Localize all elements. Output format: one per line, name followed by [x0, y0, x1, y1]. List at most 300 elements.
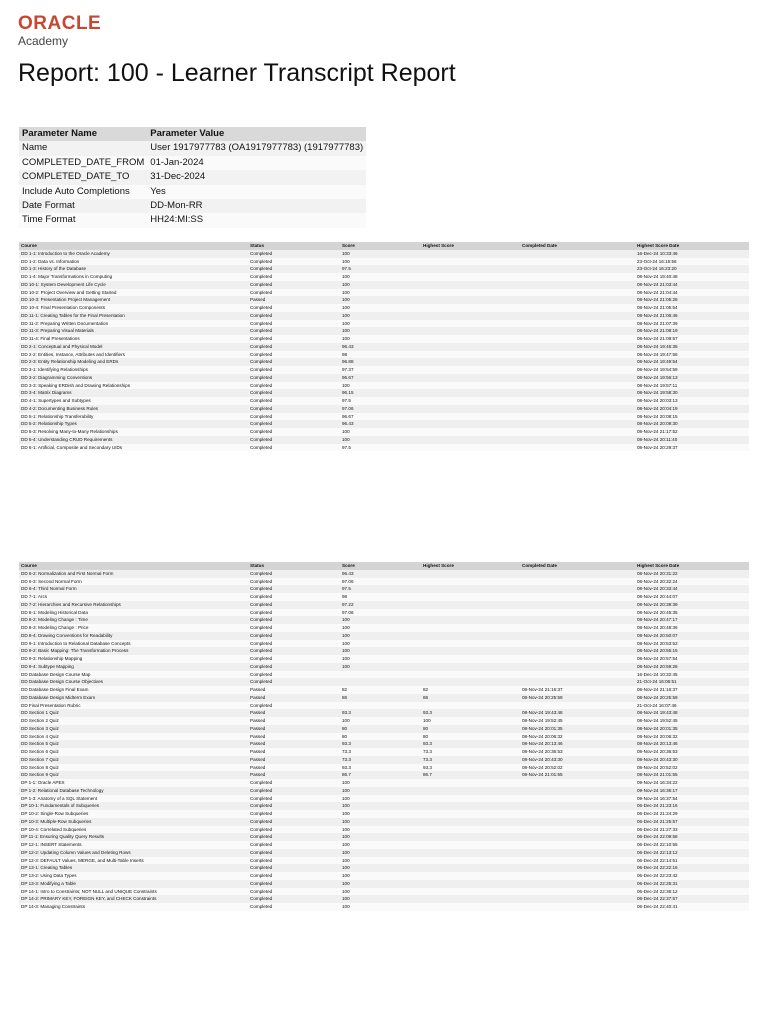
- status-cell: Passed: [248, 748, 340, 756]
- parameter-value-cell: HH24:MI:SS: [147, 213, 366, 227]
- score-cell: 97.5: [340, 585, 421, 593]
- course-cell: DD 7-1: Arcs: [19, 593, 248, 601]
- highest-score-date-cell: 08-Nov-24 20:53:53: [635, 640, 749, 648]
- completed-date-cell: [520, 436, 635, 444]
- score-cell: 100: [340, 795, 421, 803]
- highest-score-date-cell: 08-Nov-24 20:13:46: [635, 740, 749, 748]
- course-cell: DD 8-2: Modeling Change : Time: [19, 616, 248, 624]
- course-cell: DP 10-3: Multiple-Row Subqueries: [19, 818, 248, 826]
- highest-score-date-cell: 06-Dec-24 22:36:12: [635, 888, 749, 896]
- highest-score-date-cell: 16-Dec-24 10:32:45: [635, 671, 749, 679]
- status-header: Status: [248, 562, 340, 570]
- completed-date-cell: [520, 810, 635, 818]
- score-cell: 100: [340, 895, 421, 903]
- score-cell: 100: [340, 382, 421, 390]
- transcript-row: [19, 888, 749, 896]
- highest-score-cell: 73.3: [421, 748, 520, 756]
- course-cell: DP 14-3: Managing Constraints: [19, 903, 248, 911]
- score-cell: 100: [340, 872, 421, 880]
- status-cell: Completed: [248, 351, 340, 359]
- score-cell: 97.5: [340, 444, 421, 452]
- highest-score-date-cell: 08-Nov-24 20:45:35: [635, 609, 749, 617]
- completed-date-cell: [520, 273, 635, 281]
- highest-score-cell: [421, 343, 520, 351]
- course-cell: DP 14-1: Intro to Constraints; NOT NULL and UNIQUE Constraints: [19, 888, 248, 896]
- parameter-name-cell: Include Auto Completions: [19, 185, 147, 199]
- status-cell: Passed: [248, 717, 340, 725]
- completed-date-cell: [520, 609, 635, 617]
- highest-score-date-cell: 08-Nov-24 21:17:52: [635, 428, 749, 436]
- highest-score-date-cell: 08-Nov-24 21:01:55: [635, 771, 749, 779]
- course-cell: DD 5-1: Relationship Transferability: [19, 413, 248, 421]
- highest-score-date-cell: 08-Nov-24 20:52:02: [635, 764, 749, 772]
- transcript-row: [19, 444, 749, 452]
- completed-date-cell: [520, 647, 635, 655]
- course-cell: DD 1-4: Major Transformations in Computing: [19, 273, 248, 281]
- completed-date-header: Completed Date: [520, 562, 635, 570]
- course-cell: DD Section 6 Quiz: [19, 748, 248, 756]
- transcript-row: [19, 826, 749, 834]
- highest-score-cell: [421, 895, 520, 903]
- score-cell: 97.5: [340, 265, 421, 273]
- completed-date-header: Completed Date: [520, 242, 635, 250]
- highest-score-date-cell: 06-Dec-24 22:40:41: [635, 903, 749, 911]
- transcript-row: [19, 609, 749, 617]
- course-cell: DP 13-1: Creating Tables: [19, 864, 248, 872]
- status-cell: Completed: [248, 273, 340, 281]
- course-cell: DD Section 8 Quiz: [19, 764, 248, 772]
- course-cell: DD Database Design Course Objectives: [19, 678, 248, 686]
- transcript-row: [19, 764, 749, 772]
- highest-score-date-cell: 08-Nov-24 19:40:48: [635, 273, 749, 281]
- course-cell: DD 1-2: Data vs. Information: [19, 258, 248, 266]
- completed-date-cell: [520, 655, 635, 663]
- completed-date-cell: [520, 640, 635, 648]
- highest-score-date-cell: 08-Nov-24 20:08:15: [635, 413, 749, 421]
- highest-score-cell: [421, 578, 520, 586]
- highest-score-date-cell: 09-Nov-24 16:34:22: [635, 779, 749, 787]
- highest-score-cell: 93.3: [421, 764, 520, 772]
- score-cell: 100: [340, 787, 421, 795]
- highest-score-date-cell: 08-Nov-24 20:29:37: [635, 444, 749, 452]
- completed-date-cell: [520, 389, 635, 397]
- highest-score-date-cell: 08-Nov-24 19:58:30: [635, 389, 749, 397]
- parameter-row: [19, 170, 366, 184]
- highest-score-date-cell: 08-Nov-24 21:08:57: [635, 335, 749, 343]
- completed-date-cell: [520, 289, 635, 297]
- score-cell: 100: [340, 624, 421, 632]
- highest-score-cell: [421, 265, 520, 273]
- highest-score-cell: [421, 702, 520, 710]
- highest-score-cell: [421, 880, 520, 888]
- course-cell: DP 10-1: Fundamentals of Subqueries: [19, 802, 248, 810]
- highest-score-date-cell: 08-Nov-24 20:43:30: [635, 756, 749, 764]
- completed-date-cell: [520, 327, 635, 335]
- transcript-row: [19, 343, 749, 351]
- status-cell: Completed: [248, 335, 340, 343]
- score-cell: 100: [340, 857, 421, 865]
- transcript-row: [19, 351, 749, 359]
- highest-score-date-cell: 08-Nov-24 21:04:44: [635, 289, 749, 297]
- score-cell: 97.06: [340, 609, 421, 617]
- course-cell: DD Section 1 Quiz: [19, 709, 248, 717]
- score-cell: 100: [340, 826, 421, 834]
- status-cell: Completed: [248, 585, 340, 593]
- transcript-row: [19, 570, 749, 578]
- highest-score-date-cell: 06-Dec-24 22:22:16: [635, 864, 749, 872]
- completed-date-cell: [520, 895, 635, 903]
- status-cell: Completed: [248, 663, 340, 671]
- course-cell: DD 7-2: Hierarchies and Recursive Relationships: [19, 601, 248, 609]
- score-cell: 98: [340, 593, 421, 601]
- score-cell: 80: [340, 733, 421, 741]
- course-cell: DP 1-2: Relational Database Technology: [19, 787, 248, 795]
- status-cell: Completed: [248, 857, 340, 865]
- course-cell: DD Section 7 Quiz: [19, 756, 248, 764]
- transcript-row: [19, 273, 749, 281]
- highest-score-cell: [421, 405, 520, 413]
- highest-score-cell: [421, 250, 520, 258]
- course-cell: DD 4-2: Documenting Business Rules: [19, 405, 248, 413]
- transcript-row: [19, 671, 749, 679]
- status-cell: Passed: [248, 296, 340, 304]
- transcript-row: [19, 702, 749, 710]
- highest-score-cell: [421, 833, 520, 841]
- score-cell: 96.67: [340, 374, 421, 382]
- status-cell: Passed: [248, 764, 340, 772]
- highest-score-date-cell: 06-Dec-24 22:13:12: [635, 849, 749, 857]
- status-cell: Completed: [248, 795, 340, 803]
- status-cell: Completed: [248, 428, 340, 436]
- parameter-table: [19, 127, 366, 228]
- transcript-row: [19, 366, 749, 374]
- course-cell: DD Database Design Midterm Exam: [19, 694, 248, 702]
- highest-score-cell: 93.3: [421, 709, 520, 717]
- course-cell: DD Section 9 Quiz: [19, 771, 248, 779]
- status-cell: Completed: [248, 444, 340, 452]
- highest-score-date-cell: 08-Nov-24 20:32:24: [635, 578, 749, 586]
- parameter-value-header: Parameter Value: [147, 127, 366, 141]
- highest-score-cell: [421, 640, 520, 648]
- highest-score-cell: [421, 810, 520, 818]
- highest-score-date-cell: 08-Nov-24 20:33:44: [635, 585, 749, 593]
- course-cell: DD 11-1: Creating Tables for the Final Presentation: [19, 312, 248, 320]
- completed-date-cell: 08-Nov-24 20:52:02: [520, 764, 635, 772]
- completed-date-cell: [520, 320, 635, 328]
- completed-date-cell: 08-Nov-24 20:06:32: [520, 733, 635, 741]
- parameter-value-cell: DD-Mon-RR: [147, 199, 366, 213]
- score-cell: 100: [340, 327, 421, 335]
- transcript-row: [19, 872, 749, 880]
- completed-date-cell: [520, 281, 635, 289]
- transcript-row: [19, 632, 749, 640]
- completed-date-cell: [520, 312, 635, 320]
- highest-score-date-cell: 08-Nov-24 20:25:59: [635, 694, 749, 702]
- completed-date-cell: [520, 888, 635, 896]
- highest-score-date-cell: 23-Oct-24 16:23:20: [635, 265, 749, 273]
- highest-score-date-cell: 08-Nov-24 20:09:30: [635, 420, 749, 428]
- course-cell: DD 11-3: Preparing Visual Materials: [19, 327, 248, 335]
- status-cell: Completed: [248, 833, 340, 841]
- score-cell: 96.88: [340, 358, 421, 366]
- score-cell: 86.7: [340, 771, 421, 779]
- highest-score-cell: [421, 296, 520, 304]
- highest-score-date-cell: 23-Oct-24 16:16:56: [635, 258, 749, 266]
- highest-score-cell: [421, 366, 520, 374]
- transcript-row: [19, 335, 749, 343]
- course-cell: DP 12-1: INSERT Statements: [19, 841, 248, 849]
- score-cell: 100: [340, 632, 421, 640]
- course-cell: DP 13-3: Modifying a Table: [19, 880, 248, 888]
- score-cell: [340, 678, 421, 686]
- status-cell: Completed: [248, 640, 340, 648]
- highest-score-date-cell: 08-Nov-24 19:46:35: [635, 343, 749, 351]
- report-title: Report: 100 - Learner Transcript Report: [18, 59, 456, 87]
- status-cell: Completed: [248, 841, 340, 849]
- status-cell: Completed: [248, 312, 340, 320]
- highest-score-cell: [421, 289, 520, 297]
- parameter-header-row: [19, 127, 366, 141]
- status-cell: Completed: [248, 413, 340, 421]
- highest-score-date-cell: 06-Dec-24 22:37:57: [635, 895, 749, 903]
- course-cell: DD Section 2 Quiz: [19, 717, 248, 725]
- score-cell: [340, 671, 421, 679]
- score-cell: 93.3: [340, 764, 421, 772]
- status-cell: Passed: [248, 725, 340, 733]
- highest-score-date-header: Highest Score Date: [635, 242, 749, 250]
- status-cell: Completed: [248, 779, 340, 787]
- score-cell: 100: [340, 841, 421, 849]
- highest-score-date-cell: 08-Nov-24 19:47:56: [635, 351, 749, 359]
- course-cell: DD 9-2: Basic Mapping: The Transformation Process: [19, 647, 248, 655]
- parameter-row: [19, 156, 366, 170]
- completed-date-cell: [520, 601, 635, 609]
- transcript-row: [19, 903, 749, 911]
- score-cell: 100: [340, 717, 421, 725]
- score-cell: 80: [340, 725, 421, 733]
- highest-score-cell: 73.3: [421, 756, 520, 764]
- course-cell: DP 10-2: Single-Row Subqueries: [19, 810, 248, 818]
- course-cell: DP 10-4: Correlated Subqueries: [19, 826, 248, 834]
- highest-score-date-cell: 06-Dec-24 21:25:57: [635, 818, 749, 826]
- course-cell: DP 1-1: Oracle APEX: [19, 779, 248, 787]
- highest-score-cell: [421, 312, 520, 320]
- status-cell: Completed: [248, 880, 340, 888]
- parameter-row: [19, 141, 366, 155]
- highest-score-cell: [421, 802, 520, 810]
- score-cell: 100: [340, 903, 421, 911]
- transcript-row: [19, 281, 749, 289]
- status-cell: Completed: [248, 343, 340, 351]
- parameter-name-cell: Time Format: [19, 213, 147, 227]
- completed-date-cell: [520, 795, 635, 803]
- score-cell: 100: [340, 320, 421, 328]
- score-cell: 100: [340, 258, 421, 266]
- completed-date-cell: [520, 250, 635, 258]
- highest-score-date-cell: 08-Nov-24 20:01:35: [635, 725, 749, 733]
- highest-score-date-cell: 08-Nov-24 20:59:28: [635, 663, 749, 671]
- transcript-row: [19, 818, 749, 826]
- highest-score-cell: [421, 671, 520, 679]
- highest-score-date-cell: 08-Nov-24 20:47:17: [635, 616, 749, 624]
- oracle-academy-logo: [18, 14, 101, 48]
- completed-date-cell: [520, 366, 635, 374]
- highest-score-cell: 100: [421, 717, 520, 725]
- parameter-value-cell: User 1917977783 (OA1917977783) (1917977783): [147, 141, 366, 155]
- status-cell: Completed: [248, 624, 340, 632]
- highest-score-cell: [421, 428, 520, 436]
- course-cell: DD 9-1: Introduction to Relational Database Concepts: [19, 640, 248, 648]
- score-cell: 100: [340, 616, 421, 624]
- completed-date-cell: [520, 841, 635, 849]
- transcript-row: [19, 647, 749, 655]
- transcript-row: [19, 833, 749, 841]
- completed-date-cell: [520, 849, 635, 857]
- course-cell: DD 8-4: Drawing Conventions for Readability: [19, 632, 248, 640]
- highest-score-cell: [421, 397, 520, 405]
- score-cell: 100: [340, 663, 421, 671]
- transcript-row: [19, 250, 749, 258]
- transcript-row: [19, 756, 749, 764]
- highest-score-cell: [421, 647, 520, 655]
- transcript-row: [19, 771, 749, 779]
- transcript-row: [19, 694, 749, 702]
- score-cell: 97.06: [340, 578, 421, 586]
- completed-date-cell: [520, 413, 635, 421]
- status-cell: Completed: [248, 895, 340, 903]
- transcript-row: [19, 663, 749, 671]
- highest-score-cell: [421, 351, 520, 359]
- completed-date-cell: [520, 405, 635, 413]
- highest-score-cell: [421, 787, 520, 795]
- score-cell: 100: [340, 880, 421, 888]
- highest-score-cell: [421, 795, 520, 803]
- status-cell: Passed: [248, 694, 340, 702]
- course-cell: DD 8-3: Modeling Change : Price: [19, 624, 248, 632]
- status-cell: Completed: [248, 647, 340, 655]
- highest-score-cell: [421, 818, 520, 826]
- highest-score-cell: [421, 872, 520, 880]
- transcript-row: [19, 593, 749, 601]
- status-cell: Passed: [248, 733, 340, 741]
- parameter-name-cell: Name: [19, 141, 147, 155]
- course-cell: DD 10-4: Final Presentation Components: [19, 304, 248, 312]
- highest-score-cell: [421, 374, 520, 382]
- highest-score-date-cell: 09-Nov-24 16:37:54: [635, 795, 749, 803]
- transcript-row: [19, 389, 749, 397]
- course-cell: DD 2-1: Conceptual and Physical Model: [19, 343, 248, 351]
- transcript-row: [19, 725, 749, 733]
- status-cell: Completed: [248, 366, 340, 374]
- oracle-wordmark: ORACLE: [18, 13, 102, 34]
- parameter-row: [19, 185, 366, 199]
- parameter-value-cell: Yes: [147, 185, 366, 199]
- highest-score-cell: 80: [421, 733, 520, 741]
- status-cell: Completed: [248, 810, 340, 818]
- highest-score-date-cell: 08-Nov-24 19:52:45: [635, 717, 749, 725]
- parameter-name-header: Parameter Name: [19, 127, 147, 141]
- highest-score-date-cell: 08-Nov-24 19:43:48: [635, 709, 749, 717]
- completed-date-cell: 08-Nov-24 20:36:53: [520, 748, 635, 756]
- status-cell: Completed: [248, 671, 340, 679]
- status-cell: Completed: [248, 374, 340, 382]
- highest-score-date-cell: 06-Dec-24 21:24:29: [635, 810, 749, 818]
- transcript-row: [19, 296, 749, 304]
- highest-score-cell: [421, 436, 520, 444]
- transcript-header-row: [19, 562, 749, 570]
- status-cell: Completed: [248, 872, 340, 880]
- score-cell: 100: [340, 428, 421, 436]
- transcript-row: [19, 436, 749, 444]
- highest-score-date-cell: 08-Nov-24 20:11:40: [635, 436, 749, 444]
- transcript-row: [19, 585, 749, 593]
- completed-date-cell: [520, 420, 635, 428]
- score-cell: 100: [340, 335, 421, 343]
- highest-score-cell: [421, 624, 520, 632]
- academy-label: Academy: [18, 34, 69, 48]
- score-cell: 96.43: [340, 570, 421, 578]
- status-cell: Completed: [248, 818, 340, 826]
- transcript-row: [19, 678, 749, 686]
- completed-date-cell: [520, 818, 635, 826]
- highest-score-cell: [421, 678, 520, 686]
- course-cell: DD 11-2: Preparing Written Documentation: [19, 320, 248, 328]
- transcript-row: [19, 374, 749, 382]
- highest-score-cell: [421, 358, 520, 366]
- course-cell: DD 6-2: Normalization and First Normal Form: [19, 570, 248, 578]
- status-cell: Completed: [248, 420, 340, 428]
- course-cell: DD 9-3: Relationship Mapping: [19, 655, 248, 663]
- completed-date-cell: 08-Nov-24 19:52:45: [520, 717, 635, 725]
- course-cell: DD 10-3: Presentation Project Management: [19, 296, 248, 304]
- status-cell: Completed: [248, 609, 340, 617]
- parameter-name-cell: COMPLETED_DATE_TO: [19, 170, 147, 184]
- transcript-row: [19, 289, 749, 297]
- course-cell: DD Database Design Course Map: [19, 671, 248, 679]
- completed-date-cell: [520, 265, 635, 273]
- highest-score-date-cell: 08-Nov-24 19:49:54: [635, 358, 749, 366]
- completed-date-cell: [520, 444, 635, 452]
- highest-score-date-cell: 06-Dec-24 22:09:58: [635, 833, 749, 841]
- completed-date-cell: [520, 397, 635, 405]
- transcript-row: [19, 880, 749, 888]
- transcript-row: [19, 258, 749, 266]
- highest-score-cell: [421, 281, 520, 289]
- score-cell: 73.3: [340, 756, 421, 764]
- parameter-value-cell: 01-Jan-2024: [147, 156, 366, 170]
- course-cell: DP 11-1: Ensuring Quality Query Results: [19, 833, 248, 841]
- status-cell: Completed: [248, 389, 340, 397]
- highest-score-cell: [421, 444, 520, 452]
- status-cell: Completed: [248, 826, 340, 834]
- score-cell: 93.3: [340, 740, 421, 748]
- highest-score-date-cell: 06-Dec-24 22:23:42: [635, 872, 749, 880]
- score-cell: 93.3: [340, 709, 421, 717]
- highest-score-date-cell: 08-Nov-24 21:07:39: [635, 320, 749, 328]
- status-cell: Completed: [248, 327, 340, 335]
- status-cell: Completed: [248, 655, 340, 663]
- score-cell: 96.43: [340, 420, 421, 428]
- score-cell: 100: [340, 655, 421, 663]
- score-cell: 100: [340, 779, 421, 787]
- transcript-row: [19, 312, 749, 320]
- highest-score-date-cell: 08-Nov-24 20:55:15: [635, 647, 749, 655]
- completed-date-cell: [520, 671, 635, 679]
- completed-date-cell: 08-Nov-24 20:01:35: [520, 725, 635, 733]
- highest-score-cell: 86: [421, 694, 520, 702]
- highest-score-cell: [421, 841, 520, 849]
- transcript-row: [19, 405, 749, 413]
